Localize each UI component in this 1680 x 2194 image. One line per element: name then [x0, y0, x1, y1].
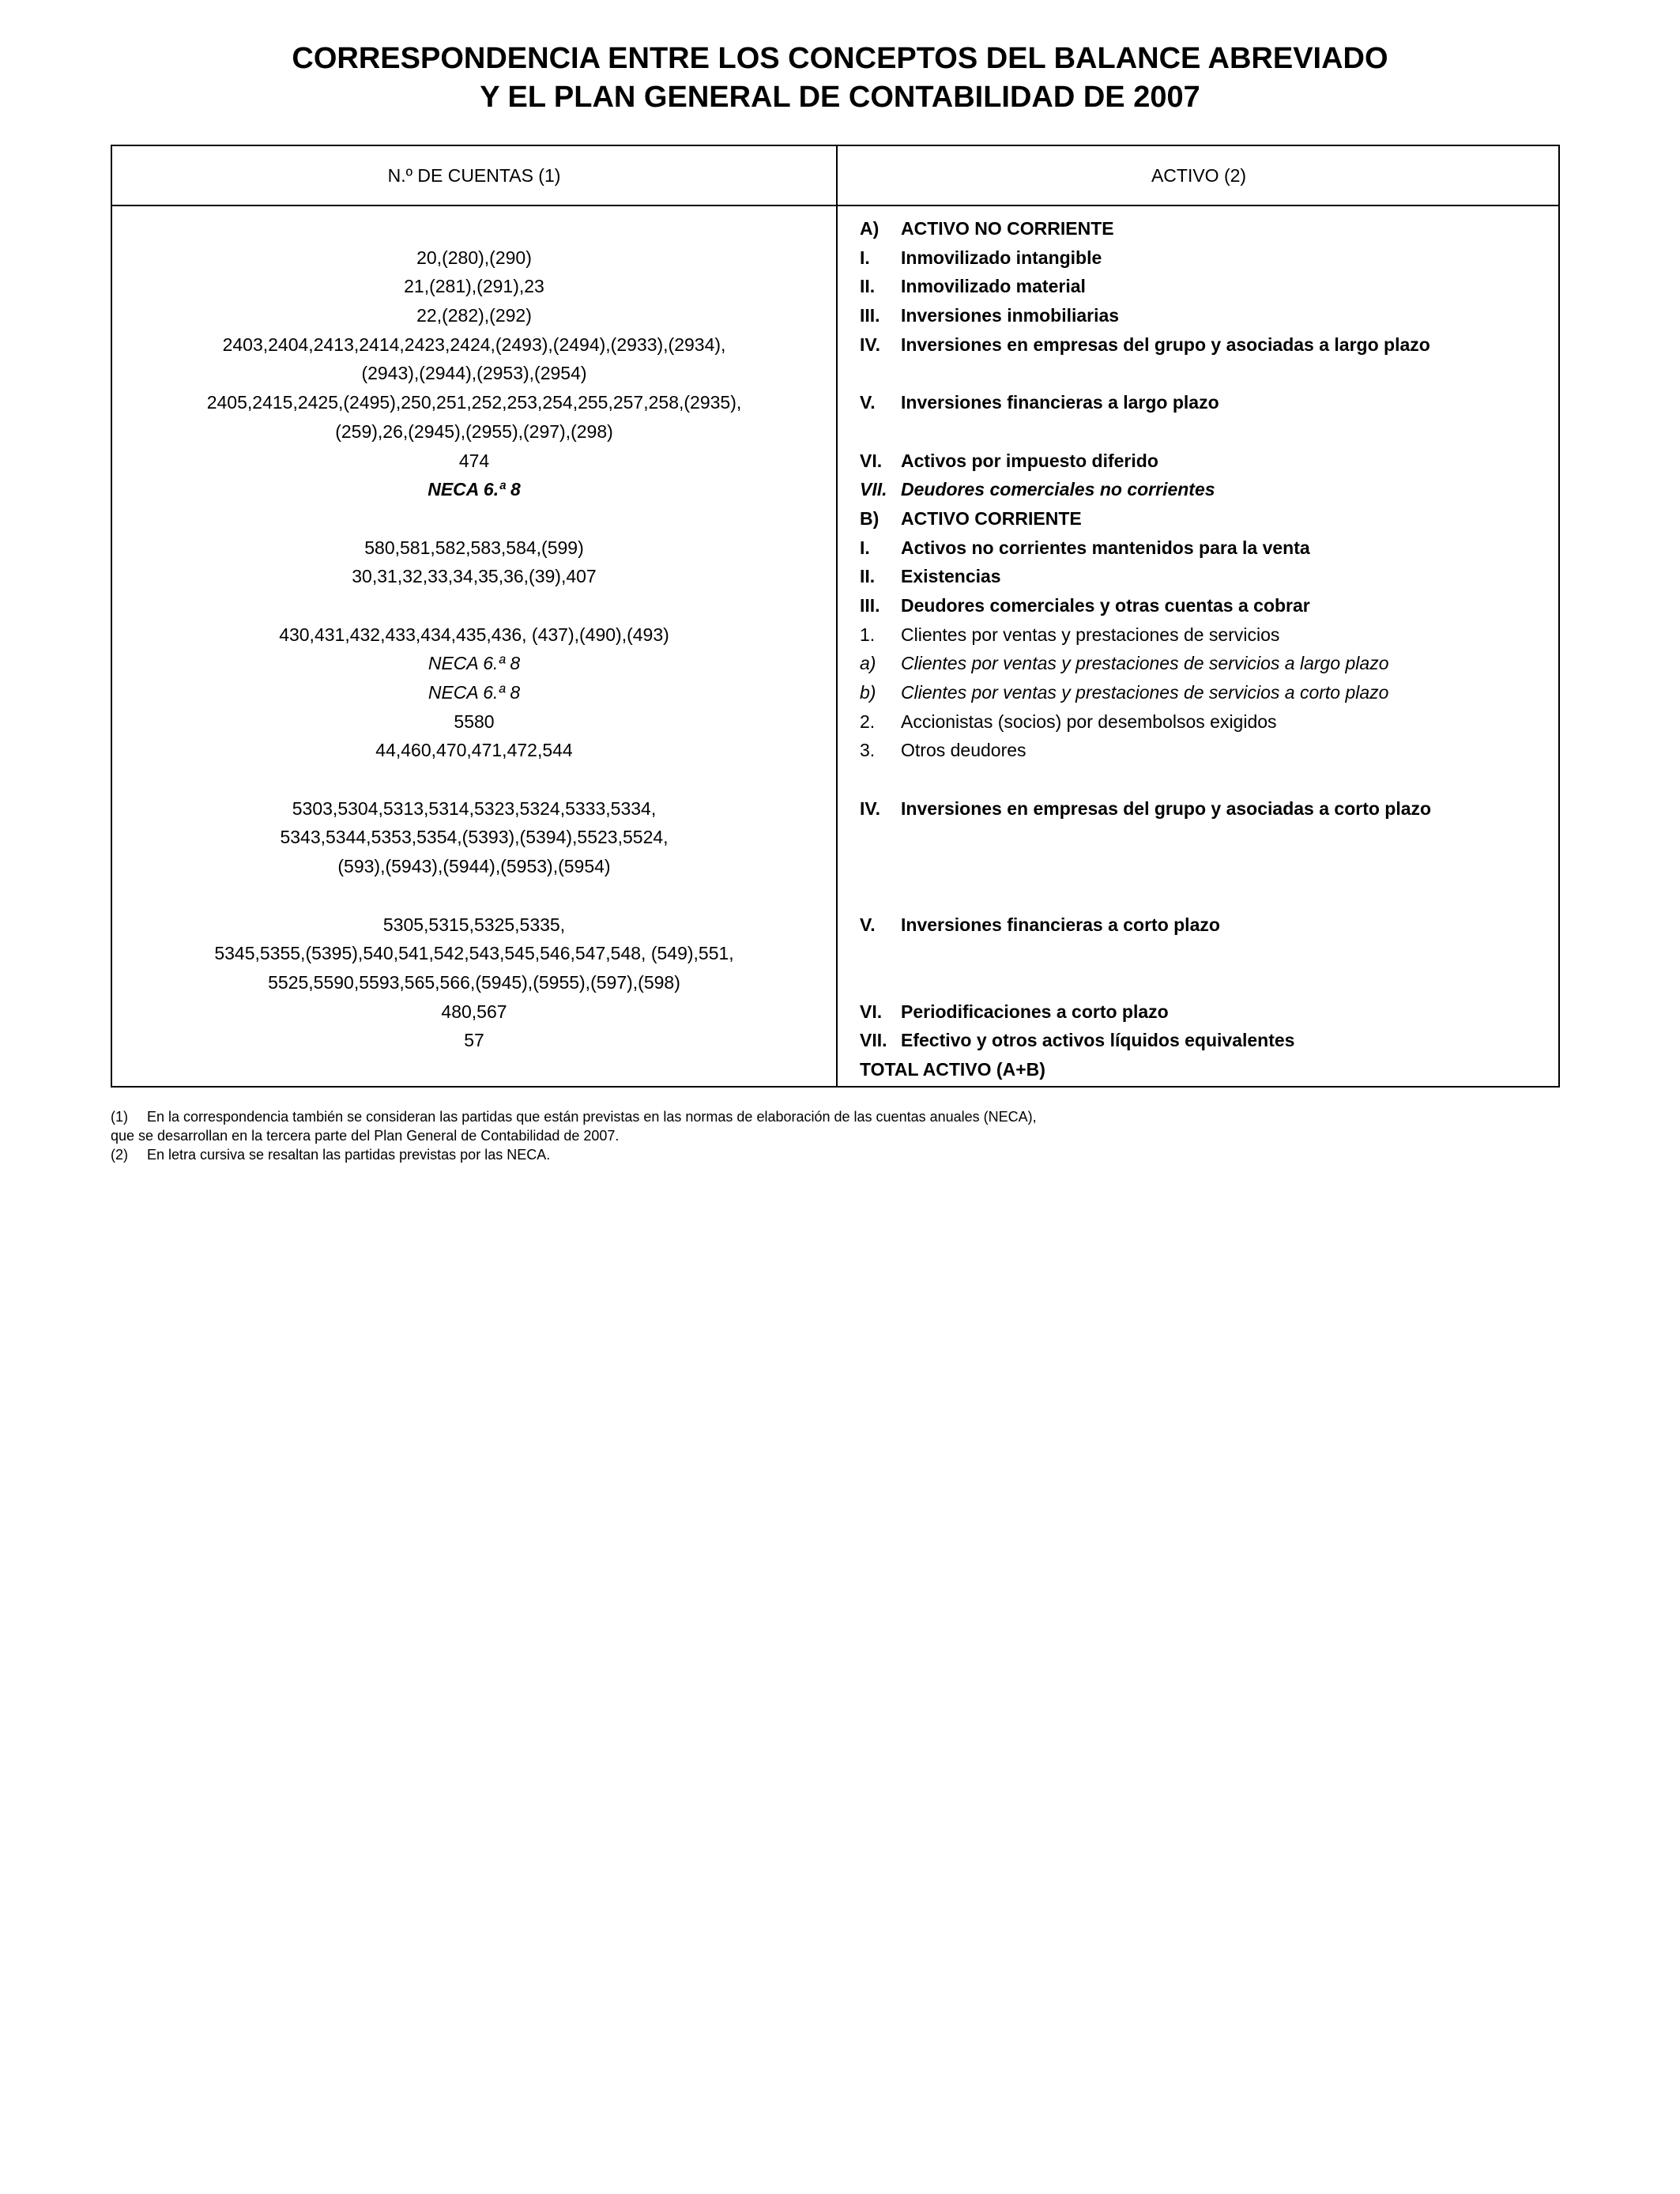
table-row — [112, 794, 1558, 824]
item-number: II. — [860, 566, 876, 587]
item-number: III. — [860, 305, 880, 326]
item-number: VI. — [860, 1001, 883, 1022]
item-label: Deudores comerciales y otras cuentas a cobrar — [901, 594, 1310, 616]
table-row — [112, 881, 1558, 910]
item-number: 3. — [860, 740, 876, 761]
table-row — [112, 736, 1558, 765]
account-numbers: 2405,2415,2425,(2495),250,251,252,253,254,255,257,258,(2935), — [206, 392, 742, 413]
account-numbers: 480,567 — [441, 1001, 507, 1022]
item-number: 2. — [860, 711, 876, 732]
item-number: I. — [860, 537, 870, 558]
item-label: Activos por impuesto diferido — [901, 450, 1158, 471]
table-row — [112, 1026, 1558, 1055]
table-row — [112, 330, 1558, 360]
document-title — [0, 40, 1680, 117]
account-numbers: NECA 6.ª 8 — [428, 479, 521, 500]
item-label: Inversiones en empresas del grupo y asociadas a largo plazo — [901, 334, 1430, 355]
item-label: Inversiones financieras a largo plazo — [901, 392, 1219, 413]
item-label: TOTAL ACTIVO (A+B) — [860, 1058, 1045, 1080]
title-line-2: Y EL PLAN GENERAL DE CONTABILIDAD DE 2007 — [480, 81, 1200, 114]
account-numbers: 430,431,432,433,434,435,436, (437),(490),(493) — [279, 624, 669, 645]
item-label: Clientes por ventas y prestaciones de servicios — [901, 624, 1280, 645]
table-row — [112, 997, 1558, 1027]
item-label: Activos no corrientes mantenidos para la venta — [901, 537, 1310, 558]
item-number: a) — [860, 653, 876, 674]
account-numbers: 30,31,32,33,34,35,36,(39),407 — [352, 566, 597, 587]
table-row — [112, 678, 1558, 707]
item-label: Clientes por ventas y prestaciones de servicios a largo plazo — [901, 653, 1389, 674]
item-number: 1. — [860, 624, 876, 645]
item-label: Deudores comerciales no corrientes — [901, 479, 1215, 500]
account-numbers: NECA 6.ª 8 — [428, 682, 521, 703]
account-numbers: 5343,5344,5353,5354,(5393),(5394),5523,5524, — [280, 827, 669, 848]
item-label: ACTIVO NO CORRIENTE — [901, 218, 1114, 239]
item-label: Otros deudores — [901, 740, 1026, 761]
table-row — [112, 939, 1558, 968]
table-row — [112, 447, 1558, 476]
header-divider — [112, 205, 1558, 206]
table-row — [112, 533, 1558, 563]
correspondence-table — [111, 145, 1560, 1088]
table-row — [112, 562, 1558, 591]
footnote-line — [111, 1126, 1037, 1145]
account-numbers: 5303,5304,5313,5314,5323,5324,5333,5334, — [292, 797, 657, 819]
table-row — [112, 475, 1558, 504]
item-number: b) — [860, 682, 876, 703]
item-number: II. — [860, 276, 876, 297]
footnote-mark: (2) — [111, 1147, 128, 1163]
item-label: Inmovilizado intangible — [901, 247, 1102, 268]
account-numbers: 580,581,582,583,584,(599) — [364, 537, 584, 558]
account-numbers: 20,(280),(290) — [416, 247, 532, 268]
account-numbers: 2403,2404,2413,2414,2423,2424,(2493),(2494),(2933),(2934), — [222, 334, 726, 355]
table-row — [112, 272, 1558, 301]
account-numbers: 474 — [458, 450, 490, 471]
item-number: V. — [860, 914, 876, 935]
item-number: B) — [860, 507, 880, 529]
table-row — [112, 620, 1558, 650]
footnote-line — [111, 1107, 1037, 1126]
item-label: Periodificaciones a corto plazo — [901, 1001, 1169, 1022]
account-numbers: (593),(5943),(5944),(5953),(5954) — [337, 856, 611, 877]
item-label: Clientes por ventas y prestaciones de servicios a corto plazo — [901, 682, 1389, 703]
table-row — [112, 765, 1558, 794]
item-number: IV. — [860, 797, 881, 819]
item-label: Inversiones financieras a corto plazo — [901, 914, 1220, 935]
header-accounts: N.º DE CUENTAS (1) — [387, 165, 561, 186]
account-numbers: NECA 6.ª 8 — [428, 653, 521, 674]
account-numbers: 21,(281),(291),23 — [404, 276, 544, 297]
table-row — [112, 823, 1558, 852]
item-number: IV. — [860, 334, 881, 355]
item-label: Efectivo y otros activos líquidos equivalentes — [901, 1030, 1295, 1051]
item-number: A) — [860, 218, 880, 239]
footnotes — [111, 1107, 1037, 1164]
item-number: VII. — [860, 479, 887, 500]
item-number: VII. — [860, 1030, 887, 1051]
item-label: ACTIVO CORRIENTE — [901, 507, 1082, 529]
table-body — [112, 214, 1558, 1084]
item-number: V. — [860, 392, 876, 413]
footnote-text: que se desarrollan en la tercera parte del Plan General de Contabilidad de 2007. — [111, 1128, 620, 1144]
table-row — [112, 852, 1558, 881]
table-row — [112, 417, 1558, 447]
item-number: III. — [860, 594, 880, 616]
table-row — [112, 388, 1558, 417]
title-line-1: CORRESPONDENCIA ENTRE LOS CONCEPTOS DEL BALANCE ABREVIADO — [292, 42, 1388, 75]
item-number: VI. — [860, 450, 883, 471]
item-label: Inversiones en empresas del grupo y asociadas a corto plazo — [901, 797, 1432, 819]
table-row — [112, 301, 1558, 330]
account-numbers: (259),26,(2945),(2955),(297),(298) — [335, 420, 613, 442]
account-numbers: 5345,5355,(5395),540,541,542,543,545,546,547,548, (549),551, — [214, 943, 734, 964]
item-label: Accionistas (socios) por desembolsos exigidos — [901, 711, 1277, 732]
account-numbers: 57 — [464, 1030, 484, 1051]
table-row — [112, 504, 1558, 533]
item-label: Inmovilizado material — [901, 276, 1086, 297]
table-row — [112, 359, 1558, 388]
footnote-line — [111, 1145, 1037, 1164]
table-row — [112, 243, 1558, 273]
item-label: Existencias — [901, 566, 1001, 587]
table-row — [112, 968, 1558, 997]
footnote-text: En letra cursiva se resaltan las partidas previstas por las NECA. — [147, 1147, 551, 1163]
table-row — [112, 591, 1558, 620]
account-numbers: 5305,5315,5325,5335, — [382, 914, 566, 935]
account-numbers: 5580 — [454, 711, 495, 732]
table-row — [112, 214, 1558, 243]
footnote-text: En la correspondencia también se consideran las partidas que están previstas en las normas de elaboración de las cuentas anuales (NECA), — [147, 1109, 1037, 1125]
table-row — [112, 649, 1558, 678]
item-label: Inversiones inmobiliarias — [901, 305, 1120, 326]
item-number: I. — [860, 247, 870, 268]
footnote-mark: (1) — [111, 1109, 128, 1125]
header-activo: ACTIVO (2) — [1151, 165, 1247, 186]
account-numbers: 22,(282),(292) — [416, 305, 532, 326]
table-row — [112, 910, 1558, 940]
account-numbers: 44,460,470,471,472,544 — [375, 740, 573, 761]
table-row — [112, 1055, 1558, 1084]
account-numbers: 5525,5590,5593,565,566,(5945),(5955),(597),(598) — [268, 971, 680, 993]
account-numbers: (2943),(2944),(2953),(2954) — [361, 363, 587, 384]
table-row — [112, 707, 1558, 737]
